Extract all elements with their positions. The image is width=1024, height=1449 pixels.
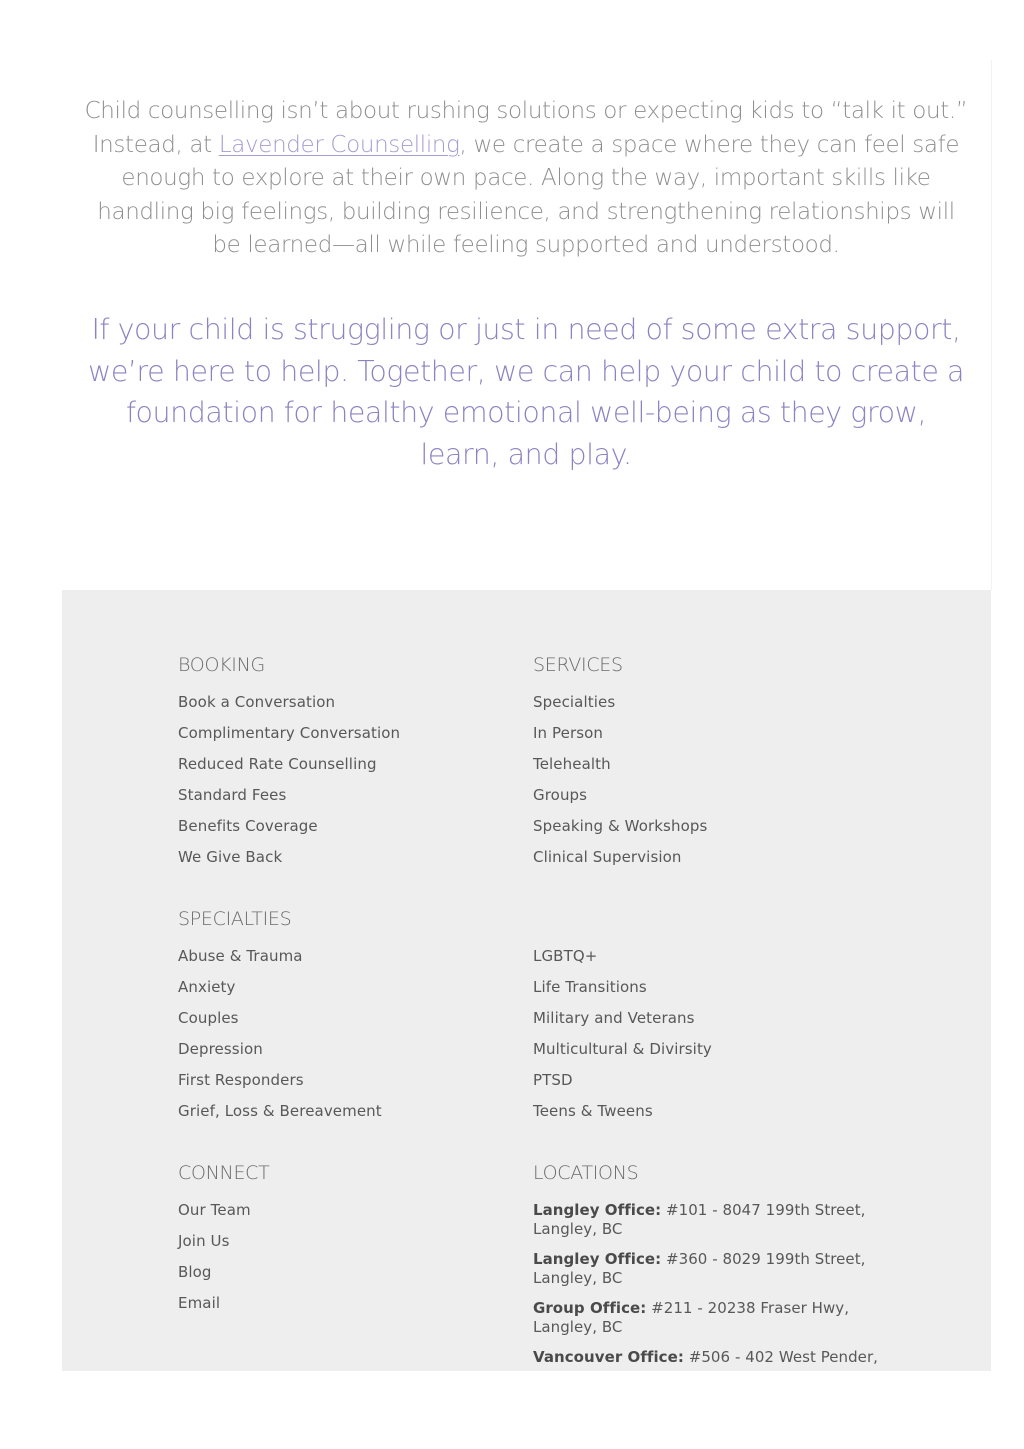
location-label: Langley Office:: [533, 1201, 662, 1219]
footer-booking-section: [178, 653, 400, 879]
footer-link-blog[interactable]: [178, 1263, 269, 1282]
footer-link-complimentary-conversation[interactable]: [178, 724, 400, 743]
footer-link-lgbtq[interactable]: [533, 947, 712, 966]
location-item[interactable]: [533, 1201, 883, 1238]
footer-specialties-section-right: [533, 947, 712, 1133]
location-address: #506 - 402 West Pender,: [683, 1348, 878, 1366]
location-address: #211 - 20238 Fraser Hwy, Langley, BC: [533, 1299, 850, 1336]
footer-link-standard-fees[interactable]: [178, 786, 400, 805]
couples-link[interactable]: Couples: [178, 1009, 239, 1027]
location-address: #101 - 8047 199th Street, Langley, BC: [533, 1201, 866, 1238]
intro-text-before: Child counselling isn’t about rushing solutions or expecting kids to “talk it out.” Instead, at: [84, 98, 968, 158]
life-transitions-link[interactable]: Life Transitions: [533, 978, 647, 996]
footer-link-abuse-trauma[interactable]: [178, 947, 382, 966]
footer-link-couples[interactable]: [178, 1009, 382, 1028]
specialties-heading: SPECIALTIES: [178, 908, 292, 930]
locations-heading: LOCATIONS: [533, 1162, 639, 1184]
multicultural-diversity-link[interactable]: Multicultural & Divirsity: [533, 1040, 712, 1058]
site-footer: [62, 590, 991, 1371]
abuse-trauma-link[interactable]: Abuse & Trauma: [178, 947, 303, 965]
footer-link-book-a-conversation[interactable]: [178, 693, 400, 712]
footer-link-benefits-coverage[interactable]: [178, 817, 400, 836]
we-give-back-link[interactable]: We Give Back: [178, 848, 283, 866]
footer-link-in-person[interactable]: [533, 724, 707, 743]
specialties-links-left: [178, 947, 382, 1121]
locations-list: [533, 1201, 883, 1367]
ptsd-link[interactable]: PTSD: [533, 1071, 573, 1089]
services-heading: SERVICES: [533, 654, 623, 676]
join-us-link[interactable]: Join Us: [178, 1232, 230, 1250]
teens-tweens-link[interactable]: Teens & Tweens: [533, 1102, 653, 1120]
services-links: [533, 693, 707, 867]
footer-link-speaking-workshops[interactable]: [533, 817, 707, 836]
telehealth-link[interactable]: Telehealth: [533, 755, 611, 773]
book-a-conversation-link[interactable]: Book a Conversation: [178, 693, 336, 711]
footer-services-section: [533, 653, 707, 879]
footer-link-anxiety[interactable]: [178, 978, 382, 997]
email-link[interactable]: Email: [178, 1294, 221, 1312]
location-label: Langley Office:: [533, 1250, 662, 1268]
complimentary-conversation-link[interactable]: Complimentary Conversation: [178, 724, 401, 742]
footer-link-we-give-back[interactable]: [178, 848, 400, 867]
location-label: Group Office:: [533, 1299, 647, 1317]
booking-links: [178, 693, 400, 867]
footer-link-clinical-supervision[interactable]: [533, 848, 707, 867]
footer-link-first-responders[interactable]: [178, 1071, 382, 1090]
speaking-workshops-link[interactable]: Speaking & Workshops: [533, 817, 708, 835]
reduced-rate-counselling-link[interactable]: Reduced Rate Counselling: [178, 755, 377, 773]
location-item[interactable]: [533, 1250, 883, 1287]
blog-link[interactable]: Blog: [178, 1263, 212, 1281]
grief-loss-bereavement-link[interactable]: Grief, Loss & Bereavement: [178, 1102, 382, 1120]
intro-paragraph: [84, 95, 968, 263]
footer-link-grief-loss-bereavement[interactable]: [178, 1102, 382, 1121]
footer-link-reduced-rate-counselling[interactable]: [178, 755, 400, 774]
in-person-link[interactable]: In Person: [533, 724, 604, 742]
specialties-links-right: [533, 947, 712, 1121]
footer-link-telehealth[interactable]: [533, 755, 707, 774]
specialties-link[interactable]: Specialties: [533, 693, 616, 711]
military-veterans-link[interactable]: Military and Veterans: [533, 1009, 695, 1027]
footer-link-email[interactable]: [178, 1294, 269, 1313]
location-item[interactable]: [533, 1348, 883, 1367]
first-responders-link[interactable]: First Responders: [178, 1071, 304, 1089]
support-callout: If your child is struggling or just in need of some extra support, we’re here to help. Together, we can help your child to create a foundation for healthy emotional well-being as they grow, learn, and play.: [87, 313, 965, 471]
location-label: Vancouver Office:: [533, 1348, 684, 1366]
content-edge-divider: [991, 60, 992, 590]
footer-locations-section: [533, 1161, 883, 1379]
footer-link-specialties[interactable]: [533, 693, 707, 712]
footer-link-join-us[interactable]: [178, 1232, 269, 1251]
footer-link-teens-tweens[interactable]: [533, 1102, 712, 1121]
footer-link-depression[interactable]: [178, 1040, 382, 1059]
intro-text-after: , we create a space where they can feel safe enough to explore at their own pace. Along the way, important skills like handling big feelings, building resilience, and strengthening relationships will be learned—all while feeling supported and understood.: [97, 131, 960, 258]
anxiety-link[interactable]: Anxiety: [178, 978, 236, 996]
our-team-link[interactable]: Our Team: [178, 1201, 251, 1219]
clinical-supervision-link[interactable]: Clinical Supervision: [533, 848, 682, 866]
connect-heading: CONNECT: [178, 1162, 270, 1184]
booking-heading: BOOKING: [178, 654, 265, 676]
footer-link-life-transitions[interactable]: [533, 978, 712, 997]
footer-link-military-veterans[interactable]: [533, 1009, 712, 1028]
footer-specialties-section: [178, 907, 382, 1133]
location-address: #360 - 8029 199th Street, Langley, BC: [533, 1250, 866, 1287]
benefits-coverage-link[interactable]: Benefits Coverage: [178, 817, 318, 835]
footer-connect-section: [178, 1161, 269, 1325]
lgbtq-link[interactable]: LGBTQ+: [533, 947, 598, 965]
standard-fees-link[interactable]: Standard Fees: [178, 786, 287, 804]
depression-link[interactable]: Depression: [178, 1040, 263, 1058]
footer-link-groups[interactable]: [533, 786, 707, 805]
footer-link-our-team[interactable]: [178, 1201, 269, 1220]
footer-link-ptsd[interactable]: [533, 1071, 712, 1090]
footer-link-multicultural-diversity[interactable]: [533, 1040, 712, 1059]
connect-links: [178, 1201, 269, 1313]
lavender-counselling-link[interactable]: Lavender Counselling: [218, 131, 460, 158]
location-item[interactable]: [533, 1299, 883, 1336]
groups-link[interactable]: Groups: [533, 786, 588, 804]
